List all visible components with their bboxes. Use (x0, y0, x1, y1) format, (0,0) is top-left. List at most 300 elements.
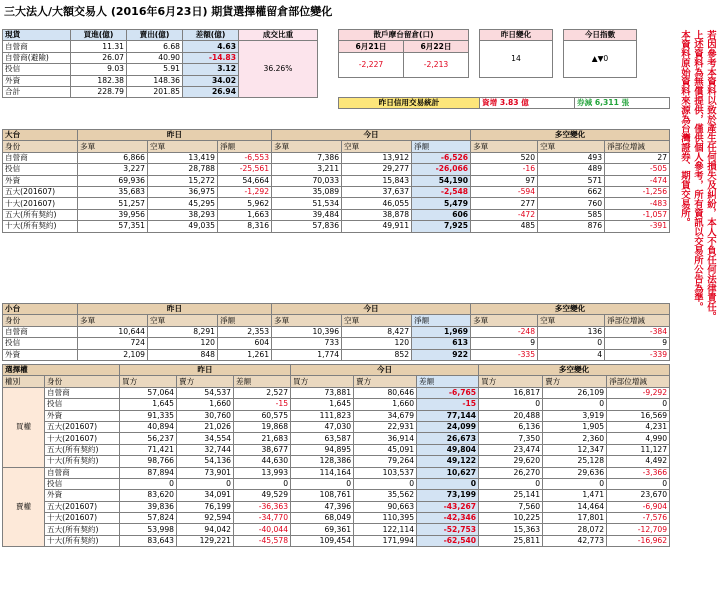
tx-table (2, 129, 670, 233)
options-value: 32,744 (177, 444, 234, 455)
tx-value: -594 (471, 186, 538, 197)
options-identity: 外資 (45, 410, 120, 421)
options-value: -42,346 (417, 513, 479, 524)
options-value: 114,164 (291, 467, 354, 478)
tx-value: -391 (605, 221, 670, 232)
tx-identity: 自營商 (3, 152, 78, 163)
options-value: 49,529 (234, 490, 291, 501)
table-row (3, 490, 670, 501)
tx-value: 6,866 (78, 152, 148, 163)
tx-value: 876 (538, 221, 605, 232)
options-change-header: 多空變化 (479, 365, 670, 376)
tx-value: 69,936 (78, 175, 148, 186)
tx-value: 13,419 (148, 152, 218, 163)
options-value: 80,646 (354, 387, 417, 398)
spot-identity: 自營商(避險) (3, 52, 71, 63)
options-column-header: 權別 (3, 376, 45, 387)
mtx-column-headers (3, 315, 670, 326)
spot-sell: 40.90 (127, 52, 183, 63)
tx-value: 57,836 (272, 221, 342, 232)
spot-header: 差額(億) (183, 30, 239, 41)
retail-date-2: 6月22日 (404, 41, 469, 52)
options-value: 111,823 (291, 410, 354, 421)
options-yesterday-header: 昨日 (120, 365, 291, 376)
tx-value: 35,683 (78, 186, 148, 197)
mtx-value: 852 (342, 349, 412, 360)
table-row (3, 513, 670, 524)
options-value: 34,091 (177, 490, 234, 501)
options-value: 103,537 (354, 467, 417, 478)
spot-buy: 228.79 (71, 86, 127, 97)
options-type-label: 賣權 (3, 467, 45, 547)
tx-value: 485 (471, 221, 538, 232)
options-value: 1,660 (354, 399, 417, 410)
retail-value-2: -2,213 (404, 52, 469, 77)
options-column-header: 身份 (45, 376, 120, 387)
spot-header: 賣出(億) (127, 30, 183, 41)
mtx-table (2, 303, 670, 361)
options-value: 16,569 (607, 410, 670, 421)
margin-label: 昨日信用交易統計 (339, 98, 480, 109)
table-row (3, 387, 670, 398)
tx-value: -6,553 (218, 152, 272, 163)
tx-identity: 投信 (3, 164, 78, 175)
tx-column-header: 多單 (78, 141, 148, 152)
options-value: 25,811 (479, 535, 543, 546)
options-value: 23,474 (479, 444, 543, 455)
options-value: 57,824 (120, 513, 177, 524)
spot-net: -14.83 (183, 52, 239, 63)
disclaimer (677, 30, 717, 430)
tx-value: 3,227 (78, 164, 148, 175)
table-row (3, 349, 670, 360)
table-row (3, 338, 670, 349)
options-value: 79,264 (354, 456, 417, 467)
tx-value: 5,479 (412, 198, 471, 209)
mtx-yesterday-header: 昨日 (78, 304, 272, 315)
table-row (3, 456, 670, 467)
options-value: 2,360 (543, 433, 607, 444)
options-value: -34,770 (234, 513, 291, 524)
options-value: 56,237 (120, 433, 177, 444)
options-identity: 十大(201607) (45, 513, 120, 524)
mtx-value: 9 (605, 338, 670, 349)
tx-value: -26,066 (412, 164, 471, 175)
tx-value: 493 (538, 152, 605, 163)
mtx-value: 1,969 (412, 326, 471, 337)
tx-value: 70,033 (272, 175, 342, 186)
tx-today-header: 今日 (272, 130, 471, 141)
tx-yesterday-header: 昨日 (78, 130, 272, 141)
mtx-column-header: 多單 (272, 315, 342, 326)
options-value: 34,679 (354, 410, 417, 421)
options-identity: 五大(所有契約) (45, 524, 120, 535)
options-value: 1,660 (177, 399, 234, 410)
options-today-header: 今日 (291, 365, 479, 376)
table-row (3, 326, 670, 337)
options-value: 16,817 (479, 387, 543, 398)
options-value: -6,904 (607, 501, 670, 512)
options-value: 26,270 (479, 467, 543, 478)
options-value: 49,804 (417, 444, 479, 455)
table-row (3, 478, 670, 489)
table-row (3, 186, 670, 197)
tx-value: 8,316 (218, 221, 272, 232)
tx-value: -16 (471, 164, 538, 175)
retail-table (338, 29, 670, 78)
options-value: 110,395 (354, 513, 417, 524)
spot-header: 成交比重 (239, 30, 318, 41)
mtx-name: 小台 (3, 304, 78, 315)
tx-value: 7,386 (272, 152, 342, 163)
mtx-value: 136 (538, 326, 605, 337)
options-value: 10,225 (479, 513, 543, 524)
spot-net: 26.94 (183, 86, 239, 97)
tx-column-header: 空單 (148, 141, 218, 152)
tx-column-header: 多單 (471, 141, 538, 152)
options-value: 4,990 (607, 433, 670, 444)
mtx-column-header: 淨部位增減 (605, 315, 670, 326)
options-value: 77,144 (417, 410, 479, 421)
options-value: 10,627 (417, 467, 479, 478)
options-value: 1,645 (120, 399, 177, 410)
spot-sell: 5.91 (127, 64, 183, 75)
options-value: 15,363 (479, 524, 543, 535)
table-row (3, 41, 318, 52)
tx-value: 15,272 (148, 175, 218, 186)
options-value: 83,643 (120, 535, 177, 546)
mtx-value: 724 (78, 338, 148, 349)
options-value: 92,594 (177, 513, 234, 524)
options-value: 73,881 (291, 387, 354, 398)
options-value: 0 (543, 478, 607, 489)
mtx-value: 9 (471, 338, 538, 349)
retail-index-value: ▲▼0 (564, 41, 637, 77)
mtx-value: -248 (471, 326, 538, 337)
tx-name: 大台 (3, 130, 78, 141)
tx-value: 45,295 (148, 198, 218, 209)
options-value: 2,527 (234, 387, 291, 398)
spot-header: 現貨 (3, 30, 71, 41)
options-value: 42,773 (543, 535, 607, 546)
retail-change-value: 14 (480, 41, 553, 77)
options-value: 71,421 (120, 444, 177, 455)
options-value: -43,267 (417, 501, 479, 512)
options-value: 7,560 (479, 501, 543, 512)
tx-value: 38,878 (342, 209, 412, 220)
options-value: 1,645 (291, 399, 354, 410)
tx-value: 277 (471, 198, 538, 209)
mtx-value: 604 (218, 338, 272, 349)
tx-value: -472 (471, 209, 538, 220)
margin-financing: 資增 3.83 億 (480, 98, 575, 109)
options-value: 94,895 (291, 444, 354, 455)
options-table (2, 364, 670, 547)
options-value: -15 (234, 399, 291, 410)
tx-value: 57,351 (78, 221, 148, 232)
options-value: 30,760 (177, 410, 234, 421)
mtx-value: 2,109 (78, 349, 148, 360)
page-title: 三大法人/大額交易人 (2016年6月23日) 期貨選擇權留倉部位變化 (4, 5, 333, 18)
table-row (3, 410, 670, 421)
options-value: -45,578 (234, 535, 291, 546)
options-value: 25,141 (479, 490, 543, 501)
options-value: 0 (607, 478, 670, 489)
options-value: 20,488 (479, 410, 543, 421)
options-value: 0 (543, 399, 607, 410)
disclaimer-line-1: 若因參考本資料以致於產生任何損失及糾紛，本人不負任何法律責任。 (705, 30, 716, 322)
options-value: 47,396 (291, 501, 354, 512)
options-value: 14,464 (543, 501, 607, 512)
options-value: 171,994 (354, 535, 417, 546)
options-value: 1,471 (543, 490, 607, 501)
options-identity: 十大(所有契約) (45, 456, 120, 467)
tx-value: -2,548 (412, 186, 471, 197)
tx-value: -483 (605, 198, 670, 209)
options-identity: 自營商 (45, 467, 120, 478)
options-value: 0 (417, 478, 479, 489)
tx-value: 36,975 (148, 186, 218, 197)
options-identity: 五大(201607) (45, 501, 120, 512)
mtx-column-header: 多單 (78, 315, 148, 326)
table-row (3, 524, 670, 535)
options-value: 38,677 (234, 444, 291, 455)
options-name: 選擇權 (3, 365, 120, 376)
spot-share: 36.26% (239, 41, 318, 98)
spot-net: 34.02 (183, 75, 239, 86)
mtx-value: 0 (538, 338, 605, 349)
options-identity: 投信 (45, 399, 120, 410)
tx-identity: 五大(所有契約) (3, 209, 78, 220)
table-row (3, 501, 670, 512)
spot-identity: 投信 (3, 64, 71, 75)
options-value: -15 (417, 399, 479, 410)
options-value: 34,554 (177, 433, 234, 444)
tx-value: 7,925 (412, 221, 471, 232)
retail-index-label: 今日指數 (564, 30, 637, 41)
options-value: 76,199 (177, 501, 234, 512)
mtx-column-header: 多單 (471, 315, 538, 326)
spot-header: 買進(億) (71, 30, 127, 41)
options-value: 73,901 (177, 467, 234, 478)
tx-value: 520 (471, 152, 538, 163)
options-value: 21,026 (177, 421, 234, 432)
mtx-column-header: 空單 (342, 315, 412, 326)
tx-value: -505 (605, 164, 670, 175)
options-column-header: 賣方 (354, 376, 417, 387)
options-identity: 十大(201607) (45, 433, 120, 444)
options-column-header: 買方 (479, 376, 543, 387)
mtx-identity: 自營商 (3, 326, 78, 337)
mtx-identity: 投信 (3, 338, 78, 349)
options-value: 26,109 (543, 387, 607, 398)
options-value: -52,753 (417, 524, 479, 535)
options-value: 45,091 (354, 444, 417, 455)
options-value: 83,620 (120, 490, 177, 501)
tx-value: -1,256 (605, 186, 670, 197)
spot-buy: 26.07 (71, 52, 127, 63)
options-value: 128,386 (291, 456, 354, 467)
mtx-value: 4 (538, 349, 605, 360)
options-value: -62,540 (417, 535, 479, 546)
options-value: 109,454 (291, 535, 354, 546)
options-value: 68,049 (291, 513, 354, 524)
mtx-value: 8,427 (342, 326, 412, 337)
spot-sell: 148.36 (127, 75, 183, 86)
options-value: 1,905 (543, 421, 607, 432)
tx-value: -474 (605, 175, 670, 186)
tx-value: 35,089 (272, 186, 342, 197)
spot-identity: 自營商 (3, 41, 71, 52)
tx-value: 54,190 (412, 175, 471, 186)
tx-value: 489 (538, 164, 605, 175)
options-value: -40,044 (234, 524, 291, 535)
options-value: -12,709 (607, 524, 670, 535)
options-value: 22,931 (354, 421, 417, 432)
spot-net: 4.63 (183, 41, 239, 52)
table-row (3, 198, 670, 209)
table-row (3, 444, 670, 455)
tx-value: -1,292 (218, 186, 272, 197)
tx-column-headers (3, 141, 670, 152)
options-value: 47,030 (291, 421, 354, 432)
table-row (3, 433, 670, 444)
table-row (3, 399, 670, 410)
tx-value: 49,035 (148, 221, 218, 232)
options-value: 19,868 (234, 421, 291, 432)
tx-value: 97 (471, 175, 538, 186)
tx-column-header: 多單 (272, 141, 342, 152)
table-row (3, 467, 670, 478)
mtx-identity: 外資 (3, 349, 78, 360)
tx-value: 51,257 (78, 198, 148, 209)
retail-change-label: 昨日變化 (480, 30, 553, 41)
options-value: 3,919 (543, 410, 607, 421)
margin-short: 券減 6,311 張 (575, 98, 670, 109)
options-identity: 十大(所有契約) (45, 535, 120, 546)
options-value: 23,670 (607, 490, 670, 501)
tx-value: 39,956 (78, 209, 148, 220)
table-row (3, 164, 670, 175)
tx-value: 37,637 (342, 186, 412, 197)
options-value: 69,361 (291, 524, 354, 535)
options-value: 54,537 (177, 387, 234, 398)
table-row (3, 221, 670, 232)
tx-value: 46,055 (342, 198, 412, 209)
tx-value: 585 (538, 209, 605, 220)
options-value: -7,576 (607, 513, 670, 524)
options-value: 11,127 (607, 444, 670, 455)
tx-value: 38,293 (148, 209, 218, 220)
options-value: 94,042 (177, 524, 234, 535)
table-row (3, 209, 670, 220)
options-value: 98,766 (120, 456, 177, 467)
spot-sell: 6.68 (127, 41, 183, 52)
retail-header: 散戶摩台留倉(口) (339, 30, 469, 41)
options-identity: 五大(201607) (45, 421, 120, 432)
tx-value: 571 (538, 175, 605, 186)
mtx-column-header: 淨額 (218, 315, 272, 326)
options-value: 0 (120, 478, 177, 489)
options-value: 0 (607, 399, 670, 410)
options-value: 25,128 (543, 456, 607, 467)
options-value: 21,683 (234, 433, 291, 444)
mtx-column-header: 空單 (538, 315, 605, 326)
mtx-value: -384 (605, 326, 670, 337)
mtx-value: 10,396 (272, 326, 342, 337)
tx-column-header: 空單 (538, 141, 605, 152)
tx-value: 49,911 (342, 221, 412, 232)
options-value: 0 (354, 478, 417, 489)
tx-column-header: 淨部位增減 (605, 141, 670, 152)
options-column-header: 買方 (120, 376, 177, 387)
tx-column-header: 淨額 (412, 141, 471, 152)
options-column-header: 差額 (234, 376, 291, 387)
tx-value: 662 (538, 186, 605, 197)
options-value: 87,894 (120, 467, 177, 478)
tx-value: 760 (538, 198, 605, 209)
options-value: -16,962 (607, 535, 670, 546)
options-value: 29,636 (543, 467, 607, 478)
tx-identity: 十大(201607) (3, 198, 78, 209)
mtx-value: 120 (342, 338, 412, 349)
options-value: 26,673 (417, 433, 479, 444)
options-column-header: 賣方 (543, 376, 607, 387)
disclaimer-line-3: 本資料原始資料來源為台灣證券、期貨交易所。 (679, 30, 690, 228)
options-value: 60,575 (234, 410, 291, 421)
mtx-value: -339 (605, 349, 670, 360)
options-value: 4,492 (607, 456, 670, 467)
tx-identity: 五大(201607) (3, 186, 78, 197)
tx-value: 29,277 (342, 164, 412, 175)
options-value: 6,136 (479, 421, 543, 432)
mtx-column-header: 空單 (148, 315, 218, 326)
tx-value: 13,912 (342, 152, 412, 163)
options-value: 0 (177, 478, 234, 489)
options-identity: 投信 (45, 478, 120, 489)
options-value: -3,366 (607, 467, 670, 478)
tx-value: -6,526 (412, 152, 471, 163)
options-value: -9,292 (607, 387, 670, 398)
options-column-header: 差額 (417, 376, 479, 387)
spot-identity: 外資 (3, 75, 71, 86)
spot-net: 3.12 (183, 64, 239, 75)
options-value: 108,761 (291, 490, 354, 501)
options-value: 44,630 (234, 456, 291, 467)
options-value: 0 (291, 478, 354, 489)
table-row (3, 421, 670, 432)
retail-value-1: -2,227 (339, 52, 404, 77)
options-value: 91,335 (120, 410, 177, 421)
mtx-value: 10,644 (78, 326, 148, 337)
spot-buy: 9.03 (71, 64, 127, 75)
options-value: 0 (479, 399, 543, 410)
tx-value: 51,534 (272, 198, 342, 209)
tx-value: 28,788 (148, 164, 218, 175)
options-value: -36,363 (234, 501, 291, 512)
spot-buy: 182.38 (71, 75, 127, 86)
mtx-column-header: 淨額 (412, 315, 471, 326)
options-value: 17,801 (543, 513, 607, 524)
mtx-value: 1,774 (272, 349, 342, 360)
tx-value: 3,211 (272, 164, 342, 175)
options-value: 35,562 (354, 490, 417, 501)
mtx-value: 2,353 (218, 326, 272, 337)
options-identity: 五大(所有契約) (45, 444, 120, 455)
tx-value: 39,484 (272, 209, 342, 220)
table-row (3, 152, 670, 163)
disclaimer-line-2: 上述資料為無償提供，僅供個人參考，所有資訊以交易所公告為準。 (692, 30, 703, 312)
